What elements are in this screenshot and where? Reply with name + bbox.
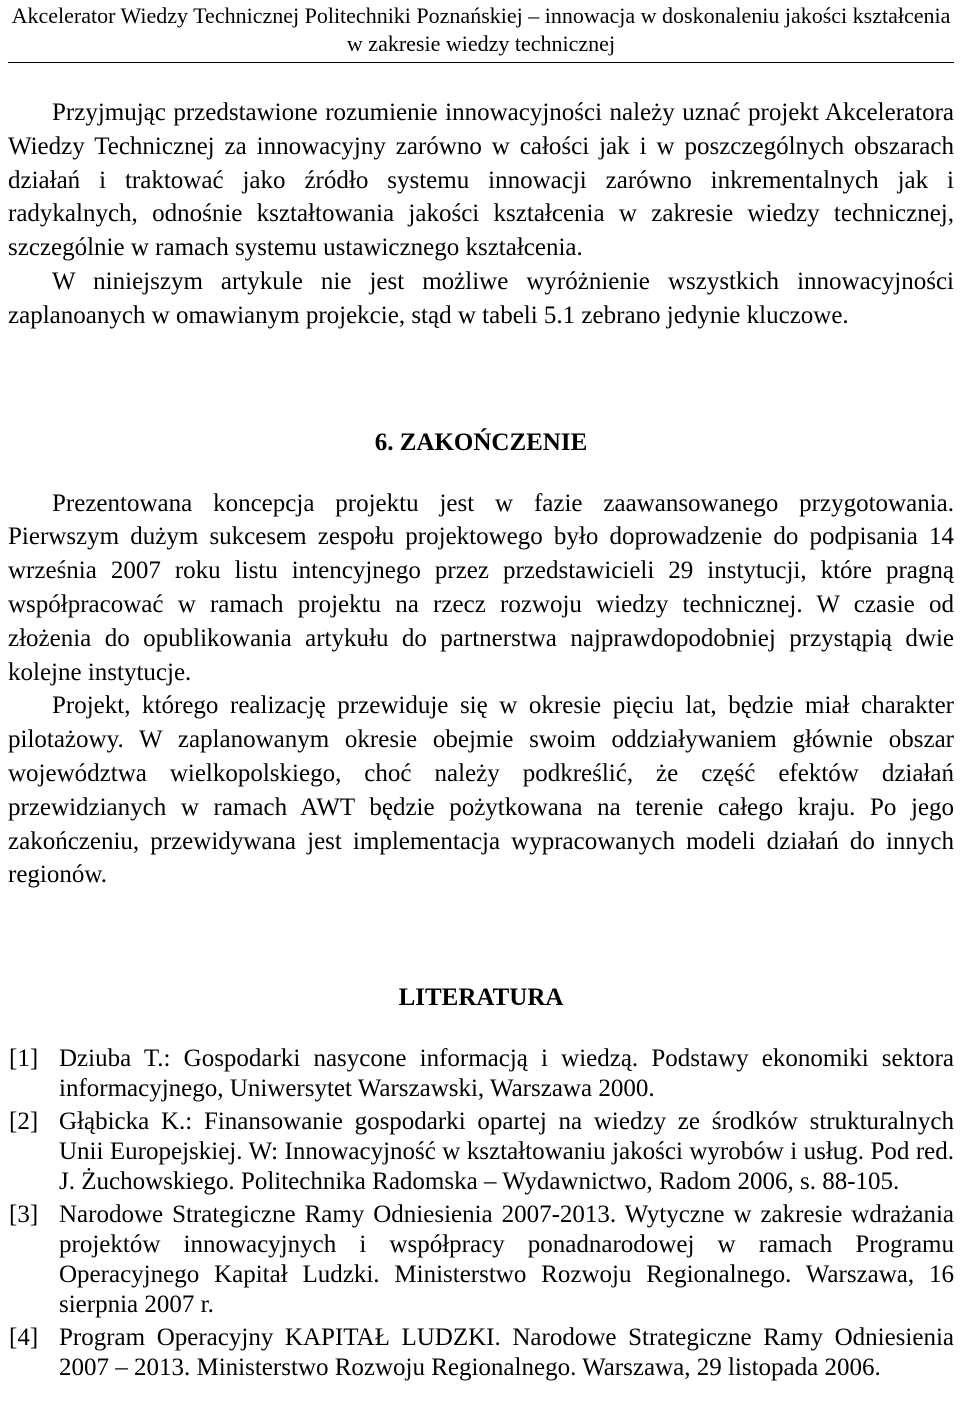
reference-item [8, 1107, 954, 1197]
reference-item [8, 1323, 954, 1383]
reference-text: Program Operacyjny KAPITAŁ LUDZKI. Narodowe Strategiczne Ramy Odniesienia 2007 – 2013. Ministerstwo Rozwoju Regionalnego. Warszawa, 29 listopada 2006. [59, 1324, 954, 1382]
reference-number: [3] [9, 1201, 39, 1229]
conclusion-section [8, 487, 954, 893]
running-header: Akcelerator Wiedzy Technicznej Politechniki Poznańskiej – innowacja w doskonaleniu jakości kształcenia w zakresie wiedzy technicznej [8, 2, 954, 63]
reference-list [8, 1044, 954, 1383]
document-page [8, 0, 954, 1386]
section-heading-literature: LITERATURA [398, 984, 564, 1012]
reference-item [8, 1200, 954, 1320]
reference-item [8, 1044, 954, 1104]
paragraph: Prezentowana koncepcja projektu jest w fazie zaawansowanego przygotowania. Pierwszym dużym sukcesem zespołu projektowego było doprowadzenie do podpisania 14 września 2007 roku listu intencyjnego przez przedstawicieli 29 instytucji, które pragną współpracować w ramach projektu na rzecz rozwoju wiedzy technicznej. W czasie od złożenia do opublikowania artykułu do partnerstwa najprawdopodobniej przystąpią dwie kolejne instytucje. [8, 489, 954, 686]
reference-text: Dziuba T.: Gospodarki nasycone informacją i wiedzą. Podstawy ekonomiki sektora informacyjnego, Uniwersytet Warszawski, Warszawa 2000. [59, 1045, 954, 1103]
section-heading-conclusion: 6. ZAKOŃCZENIE [374, 428, 588, 456]
paragraph: W niniejszym artykule nie jest możliwe wyróżnienie wszystkich innowacyjności zaplanoanych w omawianym projekcie, stąd w tabeli 5.1 zebrano jedynie kluczowe. [8, 267, 954, 329]
paragraph: Przyjmując przedstawione rozumienie innowacyjności należy uznać projekt Akceleratora Wiedzy Technicznej za innowacyjny zarówno w całości jak i w poszczególnych obszarach działań i traktować jako źródło systemu innowacji zarówno inkrementalnych jak i radykalnych, odnośnie kształtowania jakości kształcenia w zakresie wiedzy technicznej, szczególnie w ramach systemu ustawicznego kształcenia. [8, 99, 954, 262]
intro-section [8, 96, 954, 333]
reference-number: [1] [9, 1045, 39, 1073]
reference-number: [4] [9, 1324, 39, 1352]
reference-text: Narodowe Strategiczne Ramy Odniesienia 2007-2013. Wytyczne w zakresie wdrażania projektów innowacyjnych i współpracy ponadnarodowej w ramach Programu Operacyjnego Kapitał Ludzki. Ministerstwo Rozwoju Regionalnego. Warszawa, 16 sierpnia 2007 r. [59, 1201, 954, 1319]
paragraph: Projekt, którego realizację przewiduje się w okresie pięciu lat, będzie miał charakter pilotażowy. W zaplanowanym okresie obejmie swoim oddziaływaniem głównie obszar województwa wielkopolskiego, choć należy podkreślić, że część efektów działań przewidzianych w ramach AWT będzie pożytkowana na terenie całego kraju. Po jego zakończeniu, przewidywana jest implementacja wypracowanych modeli działań do innych regionów. [8, 692, 954, 889]
reference-number: [2] [9, 1108, 39, 1136]
reference-text: Głąbicka K.: Finansowanie gospodarki opartej na wiedzy ze środków strukturalnych Unii Europejskiej. W: Innowacyjność w kształtowaniu jakości wyrobów i usług. Pod red. J. Żuchowskiego. Politechnika Radomska – Wydawnictwo, Radom 2006, s. 88-105. [59, 1108, 954, 1196]
